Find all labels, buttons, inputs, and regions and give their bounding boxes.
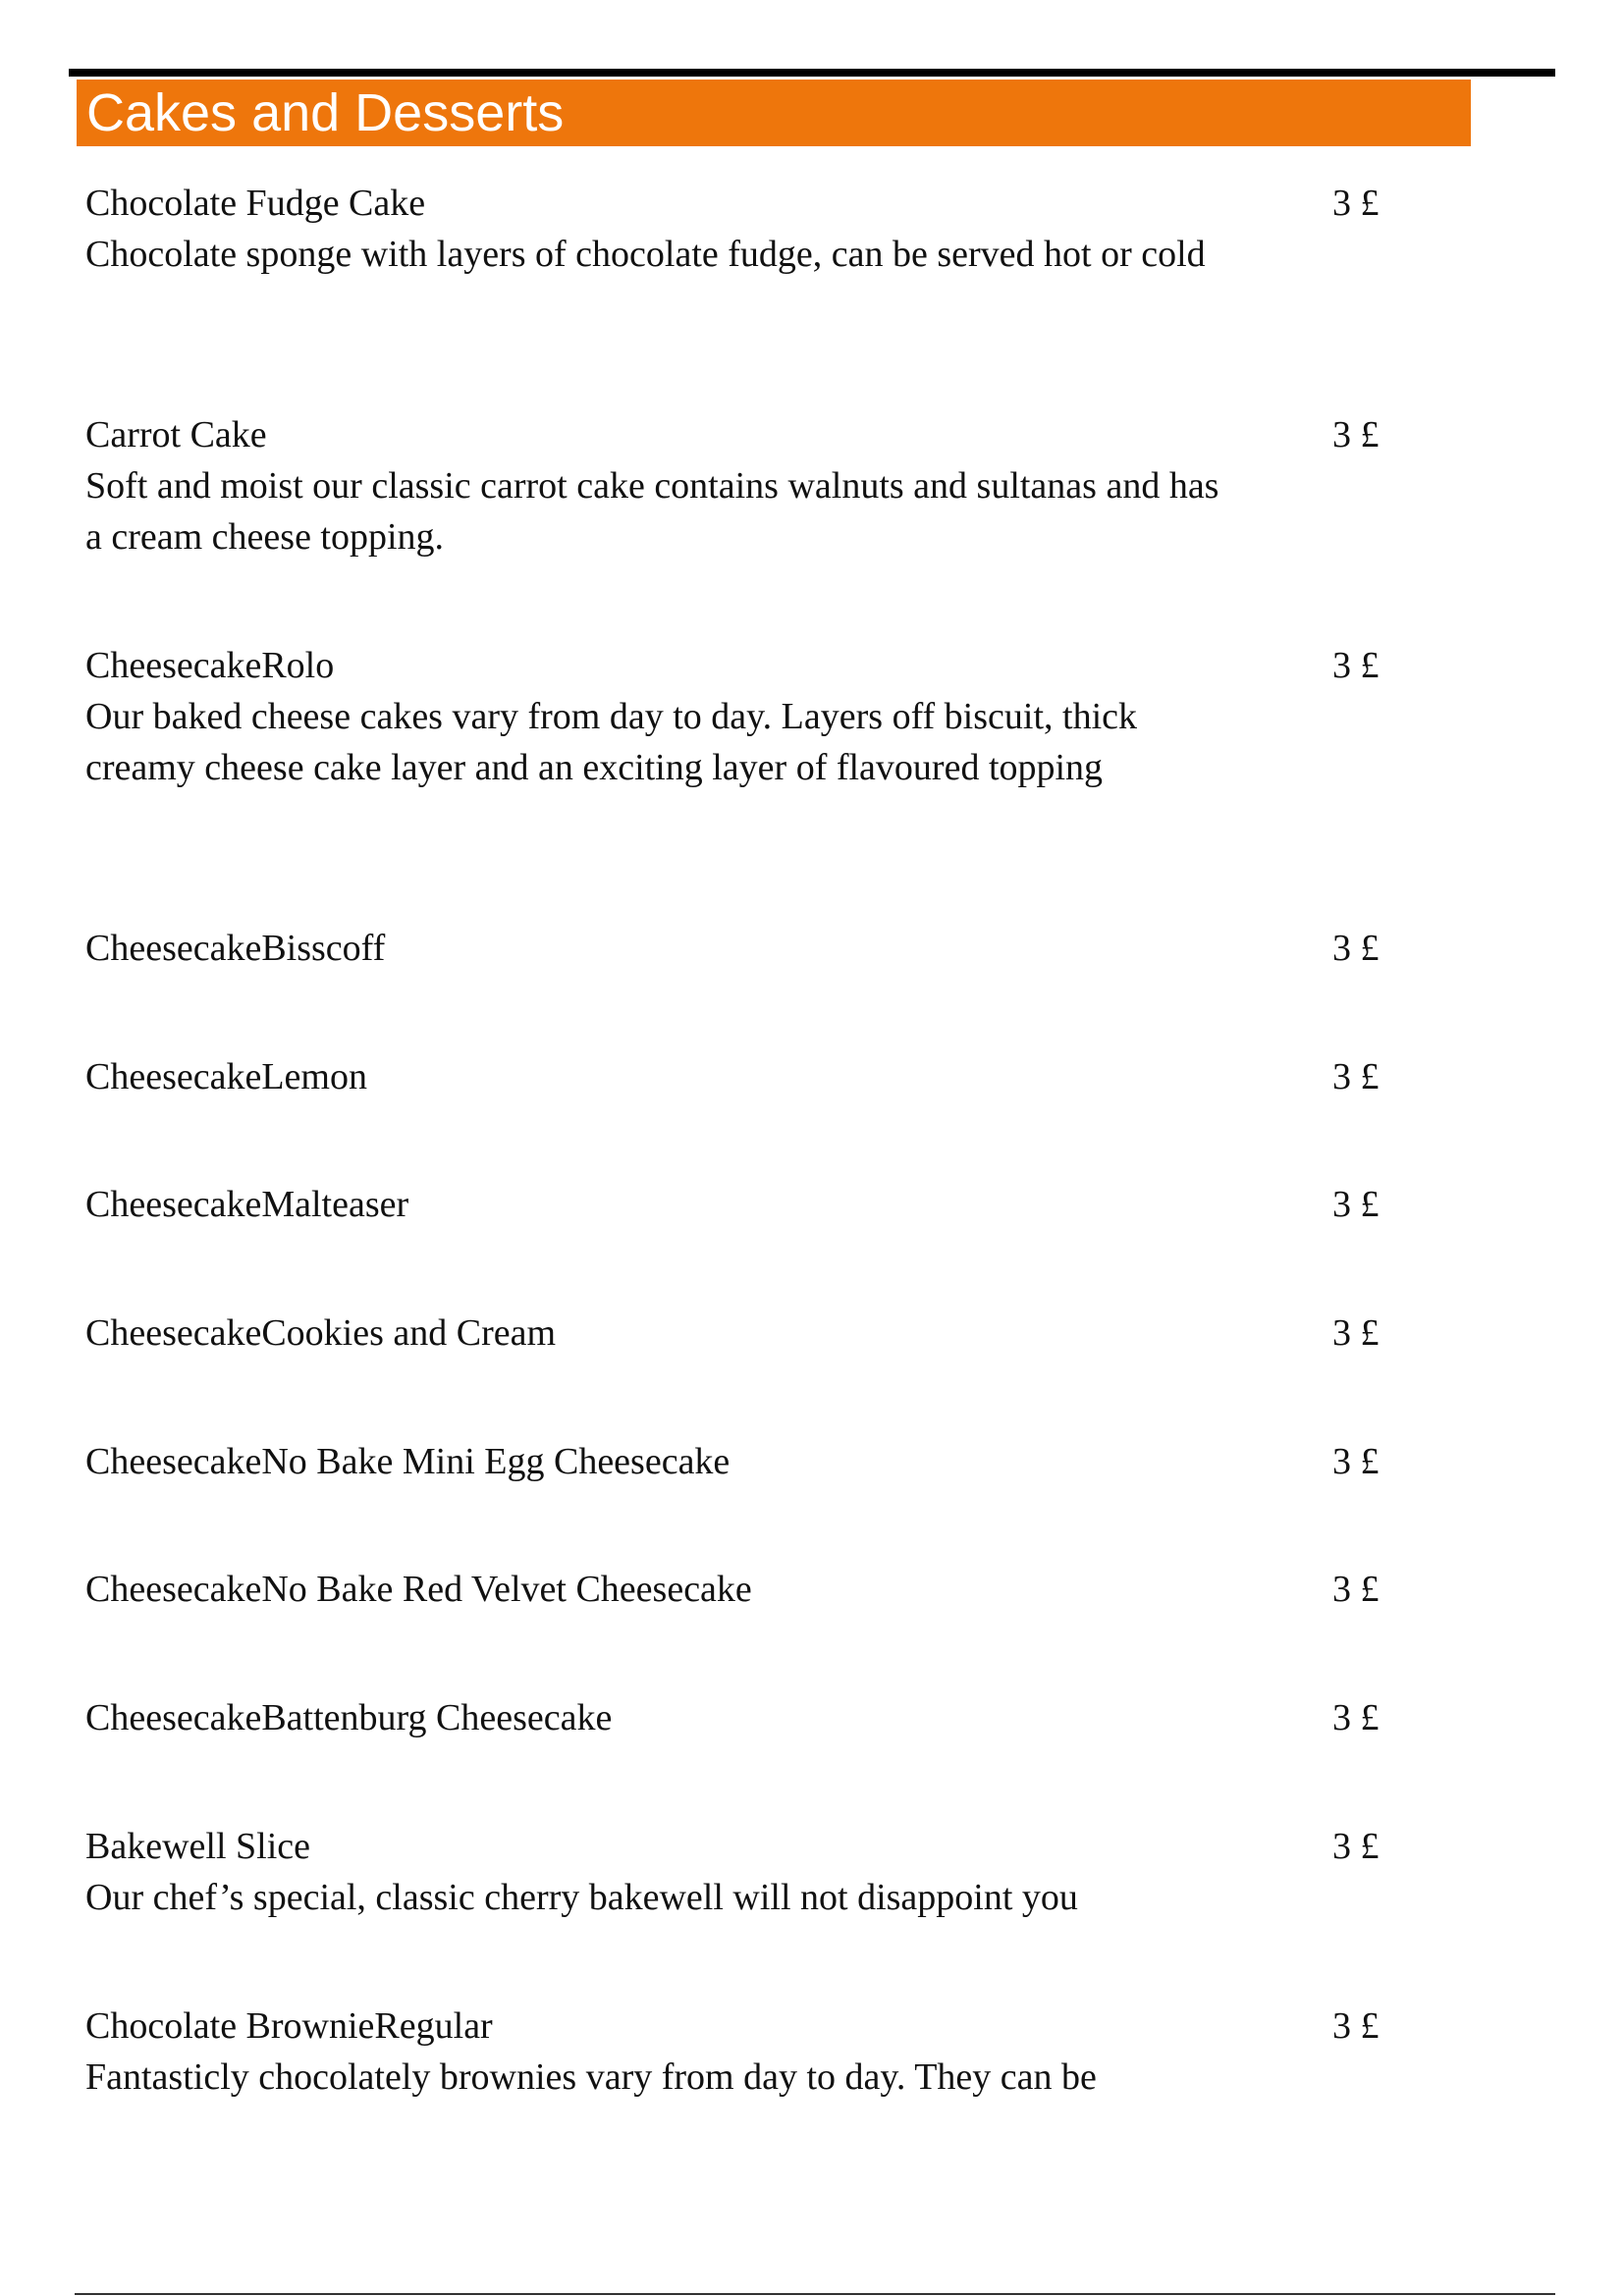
item-price: 3 £	[1332, 1826, 1380, 1867]
item-price: 3 £	[1332, 645, 1380, 686]
menu-item	[85, 1436, 1411, 1487]
menu-item	[85, 640, 1411, 793]
menu-item	[85, 1051, 1411, 1102]
item-name: Chocolate Fudge Cake	[85, 183, 426, 224]
item-name: CheesecakeLemon	[85, 1056, 367, 1097]
item-name: Carrot Cake	[85, 414, 267, 455]
item-name: CheesecakeBisscoff	[85, 928, 386, 969]
item-description: Fantasticly chocolately brownies vary from day to day. They can be	[85, 2056, 1097, 2098]
item-name: CheesecakeCookies and Cream	[85, 1312, 557, 1354]
menu-item	[85, 1179, 1411, 1230]
menu-item	[85, 178, 1411, 280]
menu-item	[85, 1564, 1411, 1615]
item-price: 3 £	[1332, 1697, 1380, 1738]
item-name: Bakewell Slice	[85, 1826, 310, 1867]
item-price: 3 £	[1332, 1056, 1380, 1097]
item-name: CheesecakeRolo	[85, 645, 335, 686]
menu-item	[85, 1308, 1411, 1359]
item-price: 3 £	[1332, 1312, 1380, 1354]
section-title: Cakes and Desserts	[86, 83, 565, 142]
item-description: Soft and moist our classic carrot cake contains walnuts and sultanas and has a cream cheese topping.	[85, 465, 1219, 558]
item-name: CheesecakeNo Bake Mini Egg Cheesecake	[85, 1441, 731, 1482]
menu-item	[85, 1692, 1411, 1743]
item-price: 3 £	[1332, 414, 1380, 455]
item-description: Our baked cheese cakes vary from day to day. Layers off biscuit, thick creamy cheese cake layer and an exciting layer of flavoured topping	[85, 696, 1137, 788]
item-name: CheesecakeBattenburg Cheesecake	[85, 1697, 613, 1738]
menu-item	[85, 1821, 1411, 1923]
menu-item	[85, 2001, 1411, 2103]
menu-item	[85, 409, 1411, 562]
item-name: CheesecakeMalteaser	[85, 1184, 409, 1225]
item-description: Chocolate sponge with layers of chocolate fudge, can be served hot or cold	[85, 234, 1206, 275]
item-name: CheesecakeNo Bake Red Velvet Cheesecake	[85, 1569, 752, 1610]
item-price: 3 £	[1332, 183, 1380, 224]
item-price: 3 £	[1332, 2005, 1380, 2047]
item-description: Our chef’s special, classic cherry bakewell will not disappoint you	[85, 1877, 1078, 1918]
item-price: 3 £	[1332, 928, 1380, 969]
item-price: 3 £	[1332, 1441, 1380, 1482]
item-name: Chocolate BrownieRegular	[85, 2005, 493, 2047]
bottom-rule	[75, 2293, 1555, 2295]
menu-item	[85, 923, 1411, 974]
item-price: 3 £	[1332, 1569, 1380, 1610]
item-price: 3 £	[1332, 1184, 1380, 1225]
